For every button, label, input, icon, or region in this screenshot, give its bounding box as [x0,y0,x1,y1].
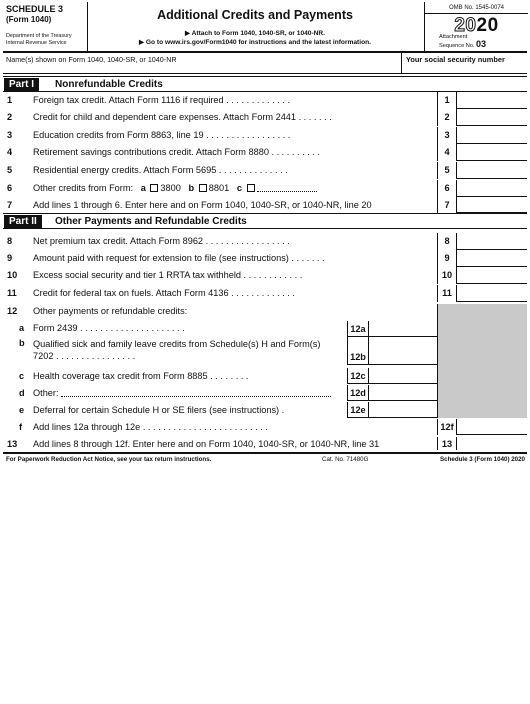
other-form-input[interactable] [257,184,317,192]
line-7-amount[interactable] [457,197,527,213]
tax-year: 2020 [454,15,499,36]
name-ssn-row [3,53,527,74]
line-13-amount[interactable] [457,437,527,450]
part-1-title: Nonrefundable Credits [55,79,163,90]
line-11-amount[interactable] [457,285,527,302]
catalog-number: Cat. No. 71480G [322,456,369,463]
line-12d-amount[interactable] [369,385,437,401]
form-footer [3,452,527,464]
line-12e-amount[interactable] [369,402,437,418]
line-12b-amount[interactable] [369,337,437,365]
line-6-amount[interactable] [457,180,527,197]
line-8-amount[interactable] [457,233,527,250]
line-5-amount[interactable] [457,162,527,179]
form-title: Additional Credits and Payments [157,8,353,22]
omb-number: OMB No. 1545-0074 [425,2,528,14]
other-form-checkbox[interactable] [247,184,255,192]
omb-year-block [424,2,527,51]
line-1-amount[interactable] [457,92,527,109]
line-9-amount[interactable] [457,250,527,267]
other-payments-input[interactable] [61,389,331,397]
form-label: (Form 1040) [6,15,52,24]
paperwork-notice: For Paperwork Reduction Act Notice, see your tax return instructions. [6,456,212,463]
title-block [89,2,421,51]
form-3800-checkbox[interactable] [150,184,158,192]
line-4-amount[interactable] [457,144,527,161]
line-2-amount[interactable] [457,109,527,126]
part-2-title: Other Payments and Refundable Credits [55,216,247,227]
part-2-tag: Part II [4,215,42,228]
line-10-amount[interactable] [457,267,527,284]
form-header [3,2,527,53]
attachment-sequence: Attachment Sequence No. 03 [439,34,487,49]
line-12a-amount[interactable] [369,321,437,337]
line-12f-amount[interactable] [457,419,527,435]
form-8801-checkbox[interactable] [199,184,207,192]
ssn-field[interactable] [401,53,527,73]
agency-label: Department of the Treasury Internal Revenue Service [6,33,72,46]
part-1-header [3,76,527,92]
shaded-area [437,304,527,418]
schedule-label: SCHEDULE 3 [6,4,64,14]
name-field-label: Name(s) shown on Form 1040, 1040-SR, or 1040-NR [6,55,177,64]
attach-instruction: ▶ Attach to Form 1040, 1040-SR, or 1040-NR. [184,30,326,37]
line-12c-amount[interactable] [369,368,437,384]
line-3-amount[interactable] [457,127,527,144]
website-instruction: ▶ Go to www.irs.gov/Form1040 for instructions and the latest information. [139,39,371,46]
form-footer-id: Schedule 3 (Form 1040) 2020 [440,456,525,463]
part-1-tag: Part I [4,78,39,91]
ssn-field-label: Your social security number [406,55,505,64]
schedule-3-form: SCHEDULE 3 (Form 1040) Department of the Treasury Internal Revenue Service Additional Credits and Payments ▶ Attach to Form 1040, 1040-SR, or 1040-NR. ▶ Go to www.irs.gov/Form1040 for instructions and the latest information. OMB No. 1545-0074 2020 Attachment Sequence No. 03 Name(s) shown on Form 1040, 1040-SR, or 1040-NR Your social security number Part I Nonrefundable Credits 1 Foreign tax credit. Attach Form 1116 if required . . . . . . . . . . . . . 1 2 Credit for child and dependent care expenses. Attach Form 2441 . . . . . . . 2 3 Education credits from Form 8863, line 19 . . . . . . . . . . . . . . . . . 3 4 Retirement savings contributions credit. Attach Form 8880 . . . . . . . . . . 4 5 Residential energy credits. Attach Form 5695 . . . . . . . . . . . . . . 5 6 Other credits from Form: a 3800 b 8801 c 6 7 Add lines 1 through 6. Enter here and on Form 1040, 1040-SR, or 1040-NR, line 20 7 Part II Other Payments and Refundable Credits 8 Net premium tax credit. Attach Form 8962 . . . . . . . . . . . . . . . . . 8 9 Amount paid with request for extension to file (see instructions) . . . . . . . 9 10 Excess social security and tier 1 RRTA tax withheld . . . . . . . . . . . . 10 11 Credit for federal tax on fuels. Attach Form 4136 . . . . . . . . . . . . . 11 12 Other payments or refundable credits: a Form 2439 . . . . . . . . . . . . . . . . . . . . . 12a b Qualified sick and family leave credits from Schedule(s) H and Form(s) 7202 . . . . . . . . . . . . . . . . 12b c Health coverage tax credit from Form 8885 . . . . . . . . 12c d Other: 12d e Deferral for certain Schedule H or SE filers (see instructions) . 12e f Add lines 12a through 12e . . . . . . . . . . . . . . . . . . . . . . . . . 12f 13 Add lines 8 through 12f. Enter here and on Form 1040, 1040-SR, or 1040-NR, line 31 13 For Paperwork Reduction Act Notice, see your tax return instructions. Cat. No. 71480G Schedule 3 (Form 1040) 2020 [3,2,527,464]
part-2-header [3,213,527,229]
form-id-block [3,2,88,51]
